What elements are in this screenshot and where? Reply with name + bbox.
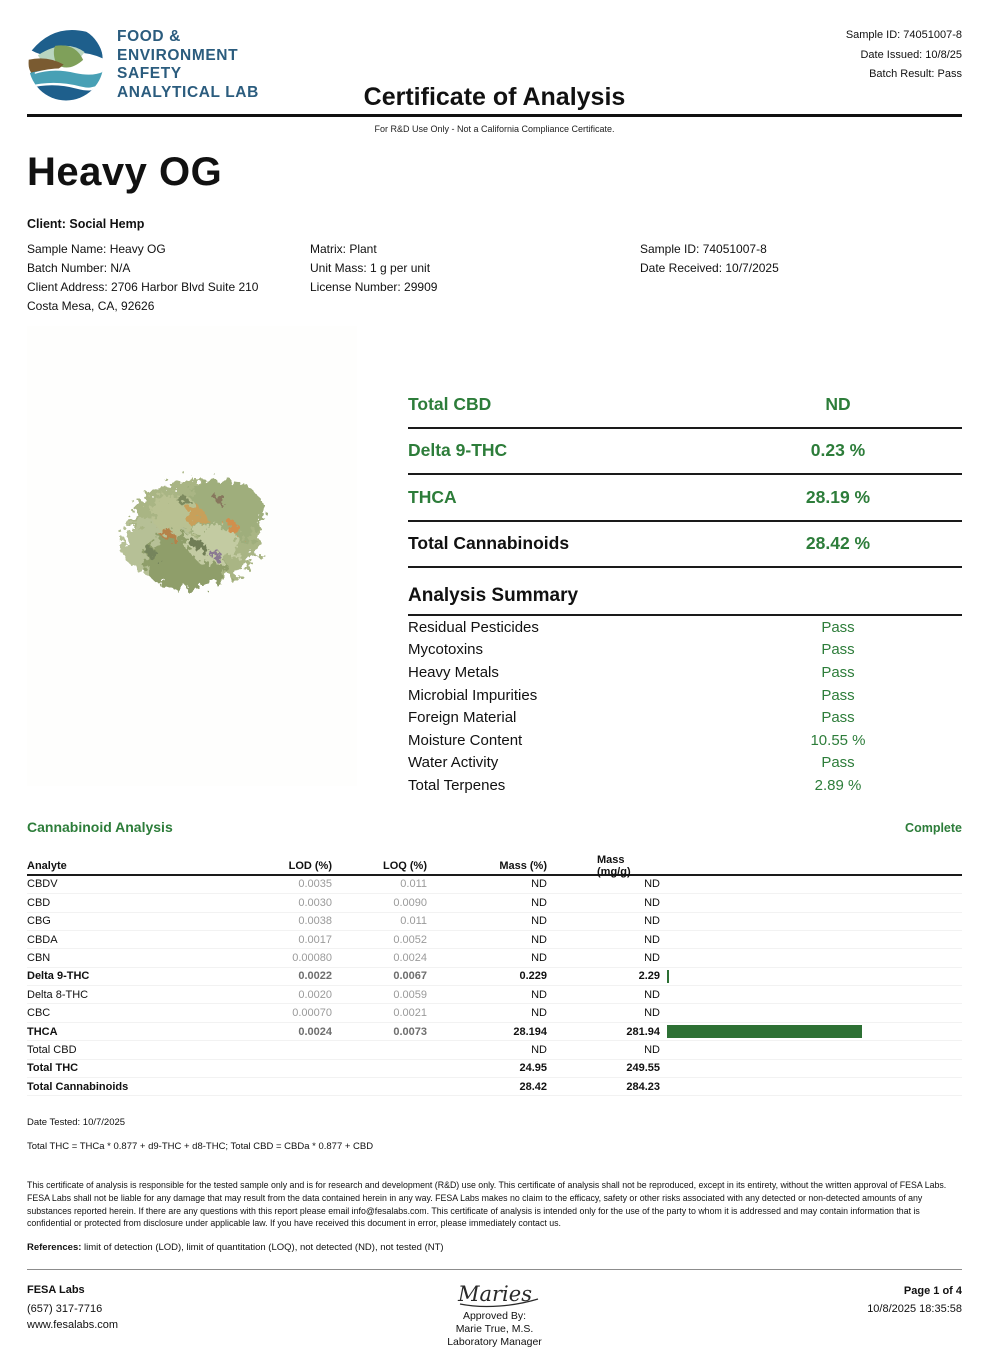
cell-analyte: Total THC (27, 1062, 79, 1075)
footer-page-info (867, 1282, 962, 1318)
analysis-label: Microbial Impurities (408, 686, 538, 704)
sample-info-left (27, 240, 310, 316)
cell-mass-pct: ND (531, 896, 547, 909)
cell-mass-mgg: ND (644, 915, 660, 928)
cell-bar (667, 878, 962, 891)
potency-row (408, 475, 962, 522)
cell-analyte: Total Cannabinoids (27, 1080, 129, 1093)
cell-analyte: CBG (27, 915, 51, 928)
analysis-summary-title: Analysis Summary (408, 585, 962, 616)
cell-bar (667, 988, 962, 1001)
table-row (27, 968, 962, 986)
approver-name: Marie True, M.S. (455, 1322, 534, 1335)
sample-info-line: Date Received: 10/7/2025 (640, 261, 779, 275)
table-row (27, 1023, 962, 1041)
cell-mass-mgg: ND (644, 878, 660, 891)
table-row (27, 986, 962, 1004)
legal-disclaimer: This certificate of analysis is responsible for the tested sample only and is for research and development (R&D) use only. This certificate of analysis shall not be reproduced, except in its entirety, without the written approval of FESA Labs. FESA Labs shall not be liable for any damage that may result from the data contained herein in any way. FESA Labs makes no claim to the efficacy, safety or other risks associated with any detected or non-detected amounts of any substances reported herein. If there are any questions with this report please email info@fesalabs.com. This certificate of analysis is intended only for the use of the party to whom it is addressed and may contain information that is confidential or protected from disclosure under applicable law. If you have received this document in error, please immediately contact us. (27, 1180, 947, 1229)
analysis-label: Moisture Content (408, 731, 523, 749)
sample-info-middle (310, 240, 640, 316)
approver-title: Laboratory Manager (447, 1335, 542, 1348)
table-row (27, 913, 962, 931)
cell-bar (667, 1025, 962, 1038)
table-row (27, 949, 962, 967)
potency-label: Total CBD (408, 393, 492, 414)
potency-label: Delta 9-THC (408, 440, 508, 461)
cell-mass-pct: ND (531, 1007, 547, 1020)
cell-bar (667, 1062, 962, 1075)
logo-line: ANALYTICAL LAB (117, 83, 259, 101)
sample-info-line: License Number: 29909 (310, 280, 438, 294)
analysis-summary-row (408, 616, 962, 639)
cell-analyte: THCA (27, 1025, 58, 1038)
logo-line: ENVIRONMENT (117, 46, 239, 64)
sample-id: Sample ID: 74051007-8 (845, 29, 962, 41)
cell-bar (667, 1007, 962, 1020)
cell-lod: 0.00070 (292, 1007, 332, 1020)
cell-loq: 0.0052 (393, 933, 427, 946)
analysis-summary-list (408, 616, 962, 797)
cell-mass-mgg: 281.94 (626, 1025, 660, 1038)
cannabinoid-table (27, 854, 962, 1097)
col-header-analyte: Analyte (27, 860, 67, 873)
table-body (27, 876, 962, 1097)
cell-bar (667, 1043, 962, 1056)
cell-loq: 0.0073 (393, 1025, 427, 1038)
cell-mass-mgg: ND (644, 1043, 660, 1056)
report-footer (27, 1280, 962, 1350)
cell-bar (667, 970, 962, 983)
cannabinoid-title: Cannabinoid Analysis (27, 818, 173, 835)
signature-image (430, 1280, 560, 1310)
certificate-title: Certificate of Analysis (363, 83, 626, 111)
footer-divider (27, 1269, 962, 1270)
analysis-label: Total Terpenes (408, 776, 506, 794)
potency-row (408, 382, 962, 429)
cell-mass-pct: ND (531, 933, 547, 946)
analysis-result: Pass (821, 618, 855, 636)
sample-name-title: Heavy OG (27, 150, 223, 194)
status-badge: Complete (905, 820, 962, 835)
cell-lod: 0.0024 (298, 1025, 332, 1038)
cell-loq: 0.0059 (393, 988, 427, 1001)
cannabinoid-section-header (27, 819, 962, 835)
cell-lod: 0.0030 (298, 896, 332, 909)
cell-bar (667, 896, 962, 909)
product-photo (27, 326, 357, 786)
rd-disclaimer: For R&D Use Only - Not a California Compliance Certificate. (374, 124, 615, 134)
footer-lab-name: FESA Labs (27, 1283, 85, 1296)
cell-analyte: CBD (27, 896, 51, 909)
page-number: Page 1 of 4 (903, 1284, 962, 1297)
cell-analyte: CBDA (27, 933, 58, 946)
analysis-label: Mycotoxins (408, 641, 484, 659)
analysis-result: 2.89 % (814, 776, 862, 794)
table-row (27, 1041, 962, 1059)
table-row (27, 876, 962, 894)
cell-lod: 0.0022 (298, 970, 332, 983)
cell-mass-pct: ND (531, 952, 547, 964)
cell-bar (667, 1080, 962, 1093)
analysis-summary-row (408, 752, 962, 775)
cell-analyte: CBC (27, 1007, 51, 1020)
col-header-bar (667, 860, 962, 873)
sample-info-line: Costa Mesa, CA, 92626 (27, 299, 155, 313)
analysis-result: Pass (821, 641, 855, 659)
analysis-label: Water Activity (408, 754, 499, 772)
cell-mass-mgg: 2.29 (638, 970, 660, 983)
analysis-summary-row (408, 639, 962, 662)
footer-phone: (657) 317-7716 (27, 1302, 103, 1315)
cell-mass-mgg: 249.55 (626, 1062, 660, 1075)
potency-label: Total Cannabinoids (408, 533, 570, 554)
analysis-summary-row (408, 706, 962, 729)
cell-mass-mgg: ND (644, 896, 660, 909)
report-header (27, 0, 962, 114)
mass-bar (667, 970, 669, 983)
potency-row (408, 429, 962, 476)
logo-line: FOOD & (117, 28, 181, 45)
date-tested: Date Tested: 10/7/2025 (27, 1117, 126, 1129)
sample-info-grid (27, 240, 962, 316)
potency-value: ND (825, 393, 851, 414)
cell-lod: 0.0017 (298, 933, 332, 946)
sample-info-line: Client Address: 2706 Harbor Blvd Suite 210 (27, 280, 259, 294)
cell-analyte: CBDV (27, 878, 58, 891)
analysis-summary-row (408, 661, 962, 684)
cell-analyte: Delta 9-THC (27, 970, 90, 983)
cell-bar (667, 952, 962, 965)
svg-text:Maries: Maries (457, 1281, 532, 1306)
col-header-lod: LOD (%) (288, 860, 332, 873)
cell-mass-pct: ND (531, 1043, 547, 1056)
references-line (27, 1242, 962, 1253)
sample-info-right (640, 240, 962, 316)
cell-lod: 0.0020 (298, 988, 332, 1001)
analysis-label: Residual Pesticides (408, 618, 539, 636)
cell-loq: 0.011 (400, 878, 427, 891)
approval-block (27, 1280, 962, 1349)
analysis-result: Pass (821, 709, 855, 727)
header-divider (27, 114, 962, 117)
cell-mass-pct: ND (531, 988, 547, 1001)
analysis-result: Pass (821, 686, 855, 704)
batch-result: Batch Result: Pass (869, 68, 962, 80)
cell-mass-mgg: ND (644, 933, 660, 946)
analysis-result: Pass (821, 663, 855, 681)
analysis-result: Pass (821, 754, 855, 772)
table-row (27, 1060, 962, 1078)
sample-info-line: Matrix: Plant (310, 242, 377, 256)
analysis-result: 10.55 % (810, 731, 866, 749)
table-header-row (27, 854, 962, 879)
cell-loq: 0.0021 (393, 1007, 427, 1020)
potency-value: 0.23 % (810, 440, 866, 461)
cell-analyte: Delta 8-THC (27, 988, 89, 1001)
cell-mass-pct: ND (531, 878, 547, 891)
cell-lod: 0.00080 (292, 952, 332, 964)
logo-line: SAFETY (117, 65, 182, 82)
cell-lod: 0.0035 (298, 878, 332, 891)
col-header-mass-mgg: Mass (mg/g) (597, 854, 631, 879)
analysis-label: Heavy Metals (408, 663, 499, 681)
client-name: Client: Social Hemp (27, 217, 145, 231)
cell-analyte: CBN (27, 952, 51, 964)
cell-bar (667, 915, 962, 928)
sample-info-line: Batch Number: N/A (27, 261, 131, 275)
cell-mass-pct: 28.194 (513, 1025, 547, 1038)
cell-bar (667, 933, 962, 946)
cell-lod: 0.0038 (298, 915, 332, 928)
cell-loq: 0.0067 (393, 970, 427, 983)
table-row (27, 931, 962, 949)
sample-info-line: Unit Mass: 1 g per unit (310, 261, 431, 275)
sample-info-line: Sample ID: 74051007-8 (640, 242, 767, 256)
table-row (27, 1004, 962, 1022)
analysis-summary-row (408, 729, 962, 752)
col-header-mass-pct: Mass (%) (499, 860, 547, 873)
cell-loq: 0.0024 (393, 952, 427, 964)
col-header-loq: LOQ (%) (383, 860, 427, 873)
cell-analyte: Total CBD (27, 1043, 77, 1056)
potency-value: 28.42 % (805, 533, 871, 554)
results-column (408, 382, 962, 797)
table-row (27, 894, 962, 912)
cell-mass-mgg: ND (644, 952, 660, 964)
thc-formula: Total THC = THCa * 0.877 + d9-THC + d8-THC; Total CBD = CBDa * 0.877 + CBD (27, 1141, 374, 1153)
references-label: References: (27, 1241, 82, 1253)
cell-mass-mgg: ND (644, 988, 660, 1001)
sample-info-line: Sample Name: Heavy OG (27, 242, 166, 256)
cannabis-bud-image (95, 454, 290, 619)
potency-row (408, 522, 962, 569)
cell-loq: 0.011 (400, 915, 427, 928)
cell-loq: 0.0090 (393, 896, 427, 909)
cell-mass-mgg: 284.23 (626, 1080, 660, 1093)
approved-by-label: Approved By: (462, 1309, 527, 1322)
header-meta (846, 26, 962, 85)
table-row (27, 1078, 962, 1096)
cell-mass-pct: ND (531, 915, 547, 928)
references-text: limit of detection (LOD), limit of quantitation (LOQ), not detected (ND), not tested (NT) (81, 1241, 444, 1253)
main-section (27, 326, 962, 797)
potency-label: THCA (408, 486, 457, 507)
date-issued: Date Issued: 10/8/25 (860, 48, 962, 61)
potency-value: 28.19 % (805, 486, 871, 507)
potency-summary (408, 382, 962, 568)
analysis-label: Foreign Material (408, 709, 517, 727)
analysis-summary-row (408, 774, 962, 797)
footer-website[interactable]: www.fesalabs.com (27, 1318, 119, 1331)
cell-mass-pct: 28.42 (519, 1080, 547, 1093)
cell-mass-mgg: ND (644, 1007, 660, 1020)
analysis-summary-row (408, 684, 962, 707)
cell-mass-pct: 24.95 (519, 1062, 547, 1075)
cell-mass-pct: 0.229 (519, 970, 547, 983)
mass-bar (667, 1025, 862, 1038)
print-timestamp: 10/8/2025 18:35:58 (867, 1302, 962, 1315)
